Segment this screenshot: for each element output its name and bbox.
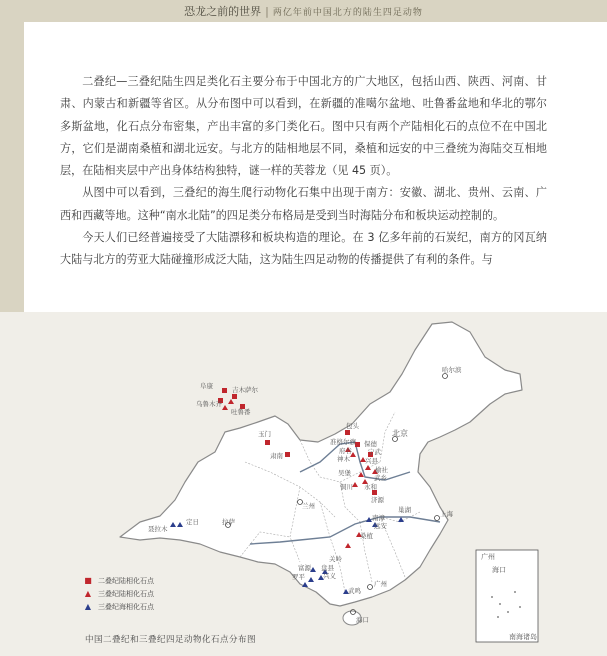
marker-jimusaer — [232, 394, 237, 399]
header-separator: | — [265, 4, 269, 18]
label-yumen: 玉门 — [258, 430, 271, 438]
label-wubu: 吴堡 — [338, 469, 351, 477]
label-guanling: 关岭 — [329, 555, 342, 563]
label-lhasa: 拉萨 — [222, 518, 235, 526]
label-nanzhang: 南漳 — [372, 514, 385, 522]
label-jiyuan: 济源 — [371, 496, 384, 504]
label-sangzhi: 桑植 — [360, 532, 373, 540]
label-guangzhou: 广州 — [374, 580, 387, 588]
label-urumqi: 乌鲁木齐 — [196, 400, 222, 408]
label-baode: 保德 — [364, 440, 377, 448]
label-shenmu: 神木 — [337, 455, 350, 463]
header-subtitle: 两亿年前中国北方的陆生四足动物 — [272, 7, 423, 18]
paragraph-1: 二叠纪—三叠纪陆生四足类化石主要分布于中国北方的广大地区，包括山西、陕西、河南、甘肃、内蒙古和新疆等省区。从分布图中可以看到，在新疆的准噶尔盆地、吐鲁番盆地和华北的鄂尔多斯盆地，化石点分布密集，产出丰富的多门类化石。图中只有两个产陆相化石的点位不在中国北方，它们是湖南桑植和湖北远安。与北方的陆相地层不同，桑植和远安的中三叠统为海陆交互相地层，在陆相夹层中产出身体结构独特，谜一样的芙蓉龙（见 45 页）。 — [60, 75, 547, 178]
legend-triangle-icon: ▲ — [84, 589, 92, 598]
paragraph-3: 今天人们已经普遍接受了大陆漂移和板块构造的理论。在 3 亿多年前的石炭纪，南方的冈瓦纳大陆与北方的劳亚大陆碰撞形成泛大陆，这为陆生四足动物的传播提供了有利的条件。与 — [60, 231, 547, 267]
legend-item-triassic-marine — [84, 600, 154, 613]
label-nielamu: 聂拉木 — [148, 525, 168, 533]
label-xingxian: 兴县 — [365, 457, 378, 465]
label-tongchuan: 铜川 — [340, 483, 353, 491]
label-haikou: 海口 — [356, 616, 369, 624]
label-beijing: 北京 — [392, 429, 408, 438]
label-fugu: 府谷 — [339, 447, 352, 455]
marker-yumen — [265, 440, 270, 445]
label-wuming: 武鸣 — [348, 587, 361, 595]
label-yonghe: 永和 — [364, 483, 377, 491]
legend-triangle-icon: ▲ — [84, 602, 92, 611]
marker-baotou — [345, 430, 350, 435]
label-yuanan: 远安 — [374, 522, 387, 530]
label-chaohu: 巢湖 — [398, 506, 411, 514]
label-turpan: 吐鲁番 — [231, 408, 251, 416]
inset-label-guangzhou: 广州 — [481, 553, 495, 561]
legend-label: 三叠纪海相化石点 — [98, 602, 154, 611]
figure-caption: 中国二叠纪和三叠纪四足动物化石点分布图 — [85, 635, 257, 645]
legend-square-icon: ■ — [84, 576, 92, 585]
label-lanzhou: 兰州 — [302, 502, 315, 510]
label-shanghai: 上海 — [440, 510, 453, 518]
south-china-sea-inset — [476, 550, 538, 642]
inset-label-nanhai: 南海诸岛 — [509, 633, 537, 641]
label-luoping: 罗平 — [292, 573, 305, 581]
legend-label: 三叠纪陆相化石点 — [98, 589, 154, 598]
body-text — [60, 71, 547, 272]
label-jimusaer: 吉木萨尔 — [232, 386, 258, 394]
label-ningwu: 宁武 — [368, 448, 381, 456]
legend-item-permian-terrestrial — [84, 574, 154, 587]
label-yushe: 榆社 — [375, 466, 388, 474]
legend-label: 二叠纪陆相化石点 — [98, 576, 154, 585]
label-harbin: 哈尔滨 — [442, 366, 462, 374]
label-fukang: 阜康 — [200, 382, 213, 390]
label-dingri: 定日 — [186, 518, 199, 526]
label-baotou: 包头 — [346, 422, 359, 430]
book-title: 恐龙之前的世界 — [184, 5, 262, 18]
label-xingyi: 兴义 — [323, 572, 336, 580]
label-sunan: 肃南 — [270, 452, 283, 460]
legend-item-triassic-terrestrial — [84, 587, 154, 600]
marker-sunan — [285, 452, 290, 457]
label-fuyuan: 富源 — [298, 564, 311, 572]
label-zhunge: 准格尔旗 — [330, 438, 356, 446]
paragraph-2: 从图中可以看到，三叠纪的海生爬行动物化石集中出现于南方：安徽、湖北、贵州、云南、广西和西藏等地。这种“南水北陆”的四足类分布格局是受到当时海陆分布和板块运动控制的。 — [60, 186, 547, 222]
running-header — [0, 0, 607, 22]
label-panxian: 盘县 — [321, 564, 334, 572]
marker-fukang — [222, 388, 227, 393]
map-figure — [0, 312, 607, 656]
label-wuxiang: 武乡 — [374, 474, 387, 482]
map-legend — [84, 574, 154, 613]
inset-label-haikou: 海口 — [492, 566, 506, 574]
